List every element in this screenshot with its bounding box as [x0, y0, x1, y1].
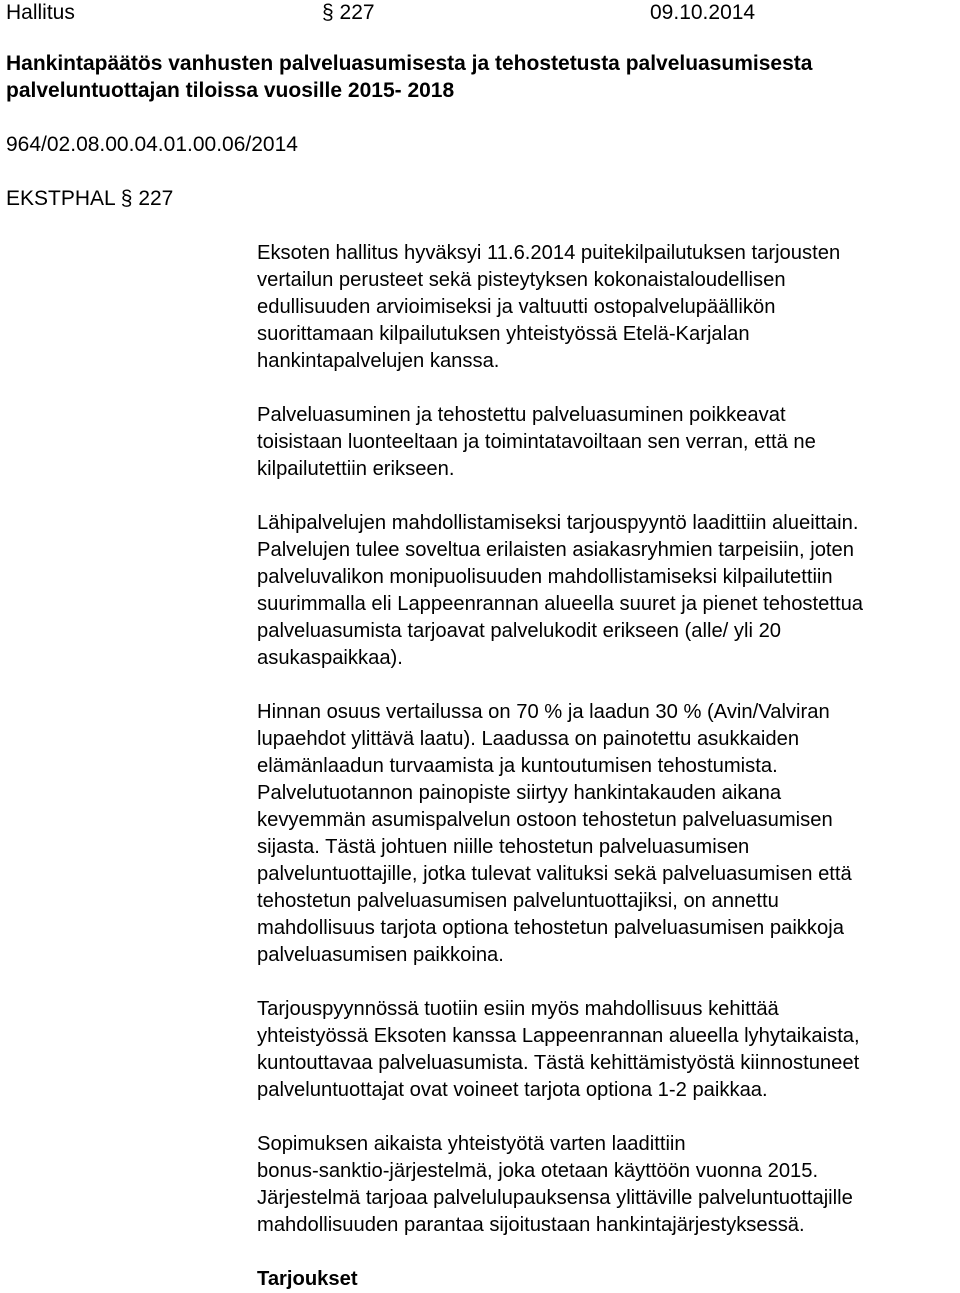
paragraph-line: tehostetun palveluasumisen palveluntuottajiksi, on annettu	[257, 890, 779, 912]
committee-name: EKSTPHAL	[6, 187, 115, 210]
document-number: 964/02.08.00.04.01.00.06/2014	[6, 133, 298, 156]
paragraph-gap	[257, 483, 960, 510]
paragraph-line: kilpailutettiin erikseen.	[257, 458, 455, 480]
decision-title-line-2: palveluntuottajan tiloissa vuosille 2015- 2018	[6, 79, 455, 102]
paragraph-2	[257, 402, 960, 483]
paragraph-line: Palveluasuminen ja tehostettu palveluasuminen poikkeavat	[257, 404, 786, 426]
decision-title	[6, 50, 946, 104]
paragraph-line: palveluasumisen paikkoina.	[257, 944, 504, 966]
paragraph-line: vertailun perusteet sekä pisteytyksen kokonaistaloudellisen	[257, 269, 786, 291]
paragraph-line: edullisuuden arvioimiseksi ja valtuutti ostopalvelupäällikön	[257, 296, 776, 318]
paragraph-line: kuntouttavaa palveluasumista. Tästä kehittämistyöstä kiinnostuneet	[257, 1052, 860, 1074]
paragraph-line: mahdollisuuden parantaa sijoitustaan hankintajärjestyksessä.	[257, 1214, 805, 1236]
section-number: 227	[339, 1, 375, 24]
paragraph-line: suurimmalla eli Lappeenrannan alueella suuret ja pienet tehostettua	[257, 593, 864, 615]
paragraph-line: toisistaan luonteeltaan ja toimintatavoiltaan sen verran, että ne	[257, 431, 816, 453]
paragraph-line: Lähipalvelujen mahdollistamiseksi tarjouspyyntö laadittiin alueittain.	[257, 512, 859, 534]
paragraph-line: Tarjouspyynnössä tuotiin esiin myös mahdollisuus kehittää	[257, 998, 779, 1020]
paragraph-line: sijasta. Tästä johtuen niille tehostetun palveluasumisen	[257, 836, 750, 858]
header-organization: Hallitus	[6, 1, 75, 24]
section-symbol: §	[322, 1, 334, 24]
paragraph-4	[257, 699, 960, 969]
decision-title-line-1: Hankintapäätös vanhusten palveluasumisesta ja tehostetusta palveluasumisesta	[6, 52, 813, 75]
section-heading: Tarjoukset	[257, 1268, 358, 1290]
paragraph-gap	[257, 1104, 960, 1131]
paragraph-line: mahdollisuus tarjota optiona tehostetun palveluasumisen paikkoja	[257, 917, 844, 939]
paragraph-gap	[257, 969, 960, 996]
paragraph-line: palveluntuottajille, jotka tulevat valituksi sekä palveluasumisen että	[257, 863, 852, 885]
paragraph-1	[257, 240, 960, 375]
paragraph-line: hankintapalvelujen kanssa.	[257, 350, 500, 372]
committee-reference	[6, 186, 173, 212]
paragraph-line: Palvelujen tulee soveltua erilaisten asiakasryhmien tarpeisiin, joten	[257, 539, 854, 561]
header-date: 09.10.2014	[650, 1, 756, 24]
paragraph-6	[257, 1131, 960, 1239]
paragraph-line: suorittamaan kilpailutuksen yhteistyössä Etelä-Karjalan	[257, 323, 750, 345]
paragraph-gap	[257, 1239, 960, 1266]
committee-section-symbol: §	[120, 187, 133, 210]
paragraph-line: palveluvalikon monipuolisuuden mahdollistamiseksi kilpailutettiin	[257, 566, 833, 588]
paragraph-line: Järjestelmä tarjoaa palvelulupauksensa ylittäville palveluntuottajille	[257, 1187, 853, 1209]
paragraph-line: lupaehdot ylittävä laatu). Laadussa on painotettu asukkaiden	[257, 728, 800, 750]
header-section-number	[322, 0, 375, 26]
paragraph-line: palveluasumista tarjoavat palvelukodit erikseen (alle/ yli 20	[257, 620, 782, 642]
decision-body	[257, 240, 960, 1293]
paragraph-line: bonus-sanktio-järjestelmä, joka otetaan käyttöön vuonna 2015.	[257, 1160, 819, 1182]
committee-section-number: 227	[138, 187, 174, 210]
paragraph-line: elämänlaadun turvaamista ja kuntoutumisen tehostumista.	[257, 755, 778, 777]
paragraph-gap	[257, 672, 960, 699]
paragraph-line: kevyemmän asumispalvelun ostoon tehostetun palveluasumisen	[257, 809, 833, 831]
paragraph-line: palveluntuottajat ovat voineet tarjota optiona 1-2 paikkaa.	[257, 1079, 768, 1101]
paragraph-gap	[257, 375, 960, 402]
paragraph-line: Hinnan osuus vertailussa on 70 % ja laadun 30 % (Avin/Valviran	[257, 701, 830, 723]
paragraph-line: Palvelutuotannon painopiste siirtyy hankintakauden aikana	[257, 782, 782, 804]
paragraph-line: Eksoten hallitus hyväksyi 11.6.2014 puitekilpailutuksen tarjousten	[257, 242, 841, 264]
paragraph-3	[257, 510, 960, 672]
paragraph-5	[257, 996, 960, 1104]
paragraph-line: Sopimuksen aikaista yhteistyötä varten laadittiin	[257, 1133, 686, 1155]
paragraph-line: asukaspaikkaa).	[257, 647, 403, 669]
paragraph-line: yhteistyössä Eksoten kanssa Lappeenrannan alueella lyhytaikaista,	[257, 1025, 860, 1047]
